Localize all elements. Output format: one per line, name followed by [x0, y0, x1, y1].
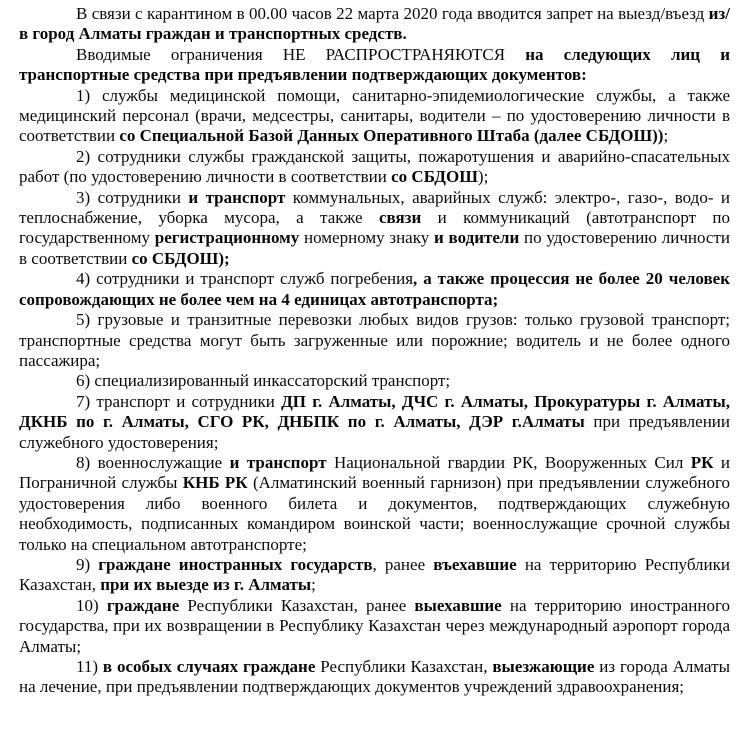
bold-text-run: РК: [690, 452, 714, 472]
intro-paragraph-1: [19, 4, 730, 45]
text-run: Республики Казахстан, ранее: [179, 595, 415, 615]
list-item-9: [19, 555, 730, 596]
list-item-10: [19, 596, 730, 657]
text-run: 2) сотрудники службы гражданской защиты, пожаротушения и аварийно-спасательных работ (по удостоверению личности в соответствии: [19, 146, 730, 187]
text-run: на территорию Республики Казахстан,: [19, 554, 730, 595]
list-item-4: [19, 269, 730, 310]
bold-text-run: КНБ РК: [182, 473, 248, 493]
text-run: (Алматинский военный гарнизон) при предъявлении служебного удостоверения либо военного билета и документов, подтверждающих служебную необходимость, подписанных командиром воинской части; военнослужащие срочной службы только на специальном автотранспорте;: [19, 473, 730, 554]
bold-text-run: выехавшие: [414, 595, 502, 615]
text-run: );: [477, 167, 489, 187]
list-item-3: [19, 188, 730, 270]
bold-text-run: со СБДОШ: [391, 167, 478, 187]
text-run: и коммуникаций (автотранспорт по государственному: [19, 208, 730, 248]
text-run: 7) транспорт и сотрудники: [76, 391, 282, 411]
text-run: 9): [76, 554, 99, 574]
text-run: 8) военнослужащие: [76, 452, 230, 472]
bold-text-run: выезжающие: [492, 657, 595, 676]
text-run: 10): [76, 595, 107, 615]
list-item-6: [19, 371, 730, 391]
text-run: номерному знаку: [299, 228, 434, 248]
bold-text-run: регистрационному: [154, 228, 300, 248]
bold-text-run: из/в город Алматы граждан и транспортных средств.: [19, 4, 730, 44]
list-item-5: [19, 310, 730, 371]
text-run: , ранее: [372, 554, 434, 574]
text-run: 11): [76, 657, 103, 676]
text-run: на территорию иностранного государства, при их возвращении в Республику Казахстан через международный аэропорт города Алматы;: [19, 595, 731, 656]
bold-text-run: и транспорт: [188, 187, 286, 207]
bold-text-run: в особых случаях граждане: [102, 657, 316, 676]
text-run: 6) специализированный инкассаторский транспорт;: [76, 371, 451, 391]
text-run: 4) сотрудники и транспорт служб погребения: [76, 269, 414, 289]
bold-text-run: граждане иностранных государств: [98, 554, 373, 574]
list-item-2: [19, 147, 730, 188]
list-item-8: [19, 453, 730, 555]
text-run: ;: [663, 126, 669, 146]
text-run: Национальной гвардии РК, Вооруженных Сил: [326, 452, 691, 472]
bold-text-run: и транспорт: [229, 452, 327, 472]
list-item-11: [19, 657, 730, 698]
bold-text-run: ДП г. Алматы, ДЧС г. Алматы, Прокуратуры г. Алматы, ДКНБ по г. Алматы, СГО РК, ДНБПК по г. Алматы, ДЭР г.Алматы: [19, 391, 730, 432]
text-run: Республики Казахстан,: [315, 657, 493, 676]
bold-text-run: , а также процессия не более 20 человек сопровождающих не более чем на 4 единицах автотранспорта;: [19, 269, 730, 309]
bold-text-run: со Специальной Базой Данных Оперативного Штаба (далее СБДОШ)): [119, 126, 664, 146]
list-item-7: [19, 392, 730, 453]
text-run: Вводимые ограничения НЕ РАСПРОСТРАНЯЮТСЯ: [76, 44, 526, 64]
text-run: при предъявлении служебного удостоверения;: [19, 412, 730, 452]
bold-text-run: въехавшие: [433, 554, 517, 574]
bold-text-run: и водители: [434, 228, 520, 248]
text-run: коммунальных, аварийных служб: электро-, газо-, водо- и теплоснабжение, уборка мусора, а также: [19, 187, 730, 228]
bold-text-run: граждане: [106, 595, 180, 615]
text-run: 1) службы медицинской помощи, санитарно-эпидемиологические службы, а также медицинский персонал (врачи, медсестры, санитары, водители – по удостоверению личности в соответствии: [19, 85, 730, 146]
text-run: из города Алматы на лечение, при предъявлении подтверждающих документов учреждений здравоохранения;: [19, 657, 730, 697]
text-run: 5) грузовые и транзитные перевозки любых видов грузов: только грузовой транспорт; транспортные средства могут быть загруженные или порожние; водитель и не более одного пассажира;: [19, 310, 730, 370]
bold-text-run: связи: [378, 208, 422, 228]
text-run: и Пограничной службы: [19, 452, 730, 493]
bold-text-run: при их выезде из г. Алматы: [100, 575, 312, 595]
list-item-1: [19, 86, 730, 147]
bold-text-run: на следующих лиц и транспортные средства при предъявлении подтверждающих документов:: [19, 44, 730, 85]
intro-paragraph-2: [19, 45, 730, 86]
bold-text-run: со СБДОШ);: [131, 248, 230, 268]
text-run: ;: [311, 575, 316, 595]
text-run: по удостоверению личности в соответствии: [19, 228, 730, 268]
text-run: В связи с карантином в 00.00 часов 22 марта 2020 года вводится запрет на выезд/въезд: [76, 4, 709, 23]
text-run: 3) сотрудники: [76, 187, 189, 207]
